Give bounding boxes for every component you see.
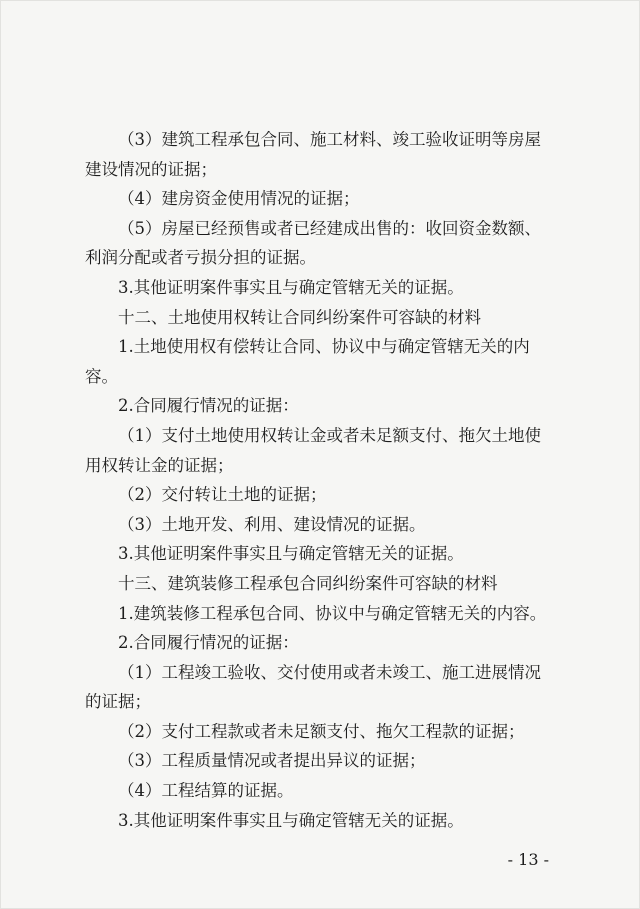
text-line: （2）支付工程款或者未足额支付、拖欠工程款的证据； <box>118 721 525 741</box>
document-body <box>85 125 565 835</box>
text-line: 3.其他证明案件事实且与确定管辖无关的证据。 <box>118 277 464 297</box>
text-line: 1.土地使用权有偿转让合同、协议中与确定管辖无关的内 <box>118 337 530 357</box>
text-line: 容。 <box>85 366 118 386</box>
text-line: 3.其他证明案件事实且与确定管辖无关的证据。 <box>118 810 464 830</box>
text-line: （3）建筑工程承包合同、施工材料、竣工验收证明等房屋 <box>118 130 541 149</box>
text-line: 用权转让金的证据； <box>85 455 234 475</box>
text-line: （3）工程质量情况或者提出异议的证据； <box>118 751 426 771</box>
text-line: 利润分配或者亏损分担的证据。 <box>85 248 316 268</box>
text-line: （1）支付土地使用权转让金或者未足额支付、拖欠土地使 <box>118 425 541 445</box>
text-line: 十二、土地使用权转让合同纠纷案件可容缺的材料 <box>118 307 481 327</box>
text-line: 2.合同履行情况的证据： <box>118 633 299 653</box>
text-line: 3.其他证明案件事实且与确定管辖无关的证据。 <box>118 544 464 564</box>
text-line: 建设情况的证据； <box>85 159 217 179</box>
text-line: （2）交付转让土地的证据； <box>118 485 327 505</box>
text-line: （5）房屋已经预售或者已经建成出售的：收回资金数额、 <box>118 218 541 238</box>
text-line: （3）土地开发、利用、建设情况的证据。 <box>118 514 426 534</box>
text-line: 1.建筑装修工程承包合同、协议中与确定管辖无关的内容。 <box>118 603 547 623</box>
text-line: （4）建房资金使用情况的证据； <box>118 189 360 209</box>
text-line: 的证据； <box>85 692 151 712</box>
text-line: 2.合同履行情况的证据： <box>118 396 299 416</box>
page-number: - 13 - <box>507 850 549 869</box>
text-line: （4）工程结算的证据。 <box>118 781 294 801</box>
text-line: （1）工程竣工验收、交付使用或者未竣工、施工进展情况 <box>118 662 541 682</box>
text-line: 十三、建筑装修工程承包合同纠纷案件可容缺的材料 <box>118 573 498 593</box>
